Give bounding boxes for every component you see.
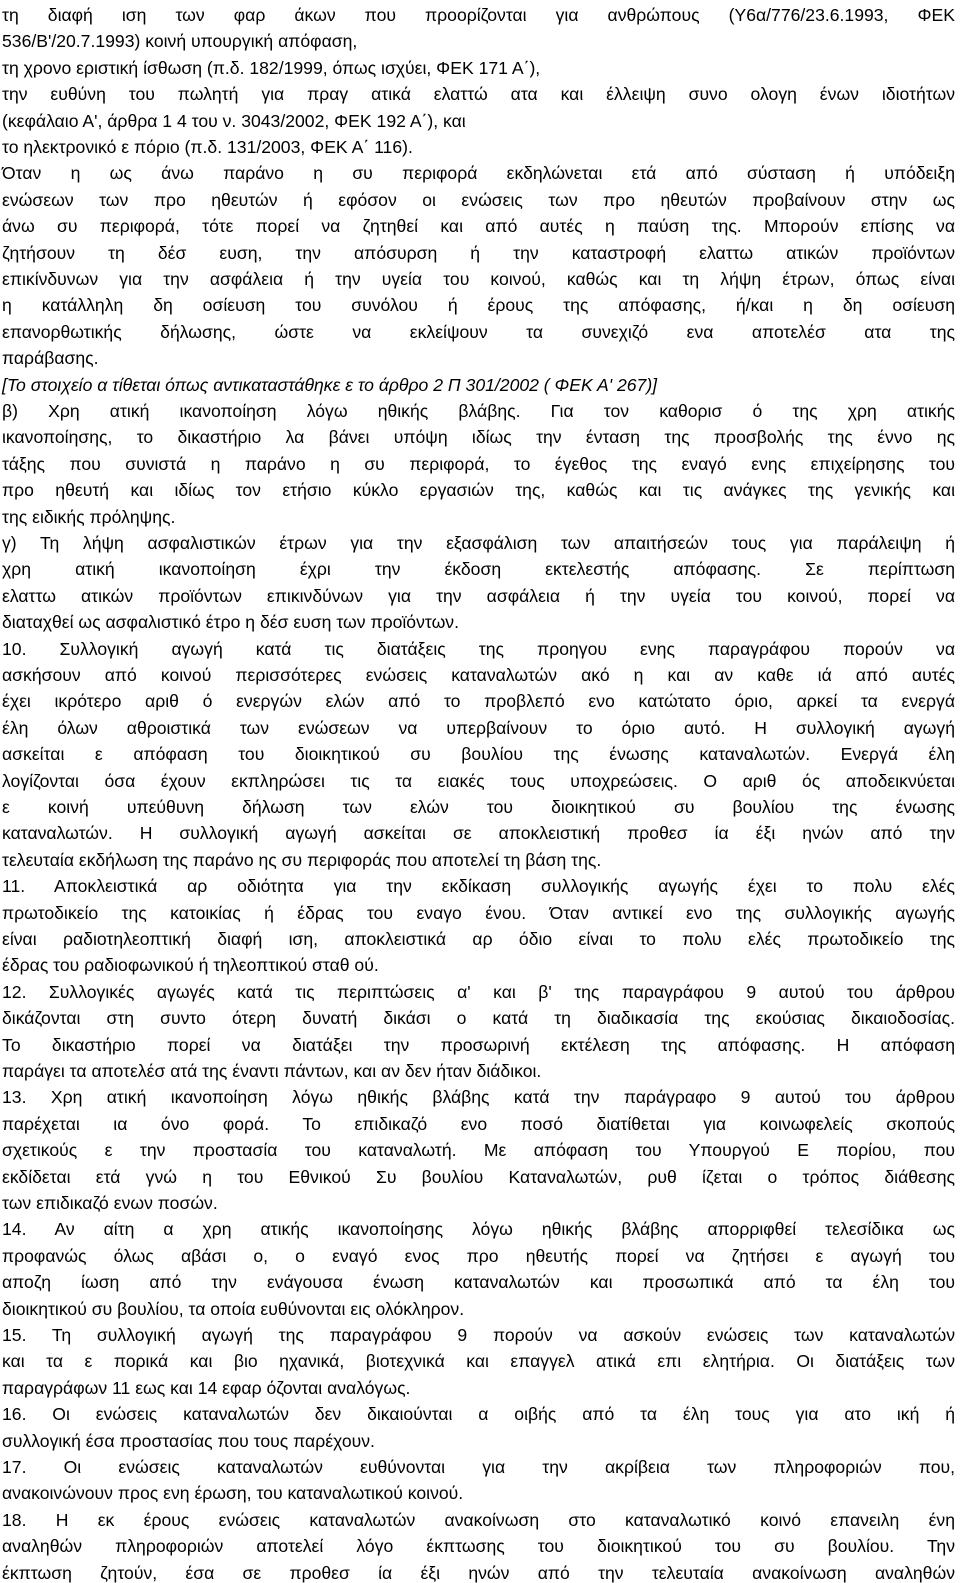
text-line: η κατάλληλη δη οσίευση του συνόλου ή έρους της απόφασης, ή/και η δη οσίευση	[2, 295, 955, 316]
text-line: άνω συ περιφορά, τότε πορεί να ζητηθεί και από αυτές η παύση της. Μπορούν επίσης να	[2, 216, 955, 237]
text-line: έκπτωση ζητούν, έσα σε προθεσ ία έξι ηνών από την τελευταία ανακοίνωση αναληθών	[2, 1562, 955, 1583]
text-line: Το δικαστήριο πορεί να διατάξει την προσωρινή εκτέλεση της απόφασης. Η απόφαση	[2, 1034, 955, 1055]
text-line: τελευταία εκδήλωση της παράνο ης συ περιφοράς που αποτελεί τη βάση της.	[2, 849, 602, 870]
text-line: διοικητικού συ βουλίου, τα οποία ευθύνονται εις ολόκληρον.	[2, 1298, 465, 1319]
text-line: και τα ε πορικά και βιο ηχανικά, βιοτεχνικά και επαγγελ ατικά επι ελητήρια. Οι διατάξεις των	[2, 1351, 955, 1372]
text-line: ε κοινή υπεύθυνη δήλωση των ελών του διοικητικού συ βουλίου της ένωσης	[2, 797, 955, 817]
text-line: ικανοποίησης, το δικαστήριο λα βάνει υπόψη ιδίως την ένταση της προσβολής της έννο ης	[2, 427, 955, 448]
text-line: 16. Οι ενώσεις καταναλωτών δεν δικαιούνται α οιβής από τα έλη τους για ατο ική ή	[2, 1404, 955, 1425]
text-line: λογίζονται όσα έχουν εκπληρώσει τις τα ειακές τους υποχρεώσεις. Ο αριθ ός αποδεικνύεται	[2, 770, 955, 791]
text-line: παράγει τα αποτελέσ ατά της έναντι πάντων, και αν δεν ήταν διάδικοι.	[2, 1061, 542, 1081]
text-line: 11. Αποκλειστικά αρ οδιότητα για την εκδίκαση συλλογικής αγωγής έχει το πολυ ελές	[2, 876, 955, 897]
text-line: δικάζονται στη συντο ότερη δυνατή δικάσι ο κατά τη διαδικασία της εκούσιας δικαιοδοσίας.	[2, 1008, 955, 1029]
text-line: είναι ραδιοτηλεοπτική διαφή ιση, αποκλειστικά αρ όδιο είναι το πολυ ελές πρωτοδικείο της	[2, 929, 955, 949]
text-line: συλλογική έσα προστασίας που τους παρέχουν.	[2, 1430, 375, 1451]
text-line: προ ηθευτή και ιδίως τον ετήσιο κύκλο εργασιών της, καθώς και τις ανάγκες της γενικής και	[2, 480, 955, 501]
text-line: έδρας του ραδιοφωνικού ή τηλεοπτικού σταθ ού.	[2, 955, 379, 976]
text-line: χρη ατική ικανοποίηση έχρι την έκδοση εκτελεστής απόφασης. Σε περίπτωση	[2, 559, 955, 580]
text-line: 13. Χρη ατική ικανοποίηση λόγω ηθικής βλάβης κατά την παράγραφο 9 αυτού του άρθρου	[2, 1087, 955, 1108]
text-line: ασκείται ε απόφαση του διοικητικού συ βουλίου της ένωσης καταναλωτών. Ενεργά έλη	[2, 744, 955, 765]
text-line: Όταν η ως άνω παράνο η συ περιφορά εκδηλώνεται ετά από σύσταση ή υπόδειξη	[2, 163, 955, 184]
text-line: έλη όλων αθροιστικά των ενώσεων να υπερβαίνουν το όριο αυτό. Η συλλογική αγωγή	[2, 717, 955, 738]
text-line: προφανώς όλως αβάσι ο, ο εναγό ενος προ ηθευτής πορεί να ζητήσει ε αγωγή του	[2, 1245, 955, 1266]
text-line: παρέχεται ια όνο φορά. Το επιδικαζό ενο ποσό διατίθεται για κοινωφελείς σκοπούς	[2, 1113, 955, 1134]
text-line: 17. Οι ενώσεις καταναλωτών ευθύνονται για την ακρίβεια των πληροφοριών που,	[2, 1457, 955, 1477]
text-line: σχετικούς ε την προστασία του καταναλωτή. Με απόφαση του Υπουργού Ε πορίου, που	[2, 1140, 955, 1161]
text-line: διαταχθεί ως ασφαλιστικό έτρο η δέσ ευση των προϊόντων.	[2, 612, 459, 633]
text-line: επικίνδυνων για την ασφάλεια ή την υγεία του κοινού, καθώς και τη λήψη έτρων, όπως είναι	[2, 269, 955, 289]
text-line: ανακοινώνουν προς ενη έρωση, του καταναλωτικού κοινού.	[2, 1483, 464, 1504]
text-line: παραγράφων 11 εως και 14 εφαρ όζονται αναλόγως.	[2, 1377, 411, 1398]
text-line: τη διαφή ιση των φαρ άκων που προορίζονται για ανθρώπους (Υ6α/776/23.6.1993, ΦΕΚ	[2, 5, 955, 25]
text-line: εκδίδεται ετά γνώ η του Εθνικού Συ βουλίου Καταναλωτών, ρυθ ίζεται ο τρόπος διάθεσης	[2, 1166, 955, 1187]
text-line: 14. Αν αίτη α χρη ατικής ικανοποίησης λόγω ηθικής βλάβης απορριφθεί τελεσίδικα ως	[2, 1219, 955, 1240]
text-line: ελαττω ατικών προϊόντων επικινδύνων για την ασφάλεια ή την υγεία του κοινού, πορεί να	[2, 585, 955, 606]
text-line: τάξης που συνιστά η παράνο η συ περιφορά, το έγεθος της εναγό ενης επιχείρησης του	[2, 453, 955, 474]
text-line: καταναλωτών. Η συλλογική αγωγή ασκείται σε αποκλειστική προθεσ ία έξι ηνών από την	[2, 823, 955, 844]
text-line: 12. Συλλογικές αγωγές κατά τις περιπτώσεις α' και β' της παραγράφου 9 αυτού του άρθρου	[2, 981, 955, 1002]
text-line: έχει ικρότερο αριθ ό ενεργών ελών από το προβλεπό ενο κατώτατο όριο, αρκεί τα ενεργά	[2, 691, 955, 712]
text-line: τη χρονο εριστική ίσθωση (π.δ. 182/1999, όπως ισχύει, ΦΕΚ 171 Α΄),	[2, 57, 541, 78]
text-line: αποζη ίωση από την ενάγουσα ένωση καταναλωτών και προσωπικά από τα έλη του	[2, 1272, 955, 1293]
text-line: των επιδικαζό ενων ποσών.	[2, 1193, 218, 1213]
text-line: αναληθών πληροφοριών αποτελεί λόγο έκπτωσης του διοικητικού του συ βουλίου. Την	[2, 1536, 955, 1557]
text-line: γ) Τη λήψη ασφαλιστικών έτρων για την εξασφάλιση των απαιτήσεών τους για παράλειψη ή	[2, 533, 955, 553]
text-line: της ειδικής πρόληψης.	[2, 506, 176, 527]
text-line: παράβασης.	[2, 348, 99, 369]
text-line: (κεφάλαιο Α', άρθρα 1 4 του ν. 3043/2002, ΦΕΚ 192 Α΄), και	[2, 110, 466, 131]
text-line: ενώσεων των προ ηθευτών ή εφόσον οι ενώσεις των προ ηθευτών προβαίνουν στην ως	[2, 189, 955, 210]
text-line: 536/Β'/20.7.1993) κοινή υπουργική απόφαση,	[2, 31, 358, 52]
text-line: β) Χρη ατική ικανοποίηση λόγω ηθικής βλάβης. Για τον καθορισ ό της χρη ατικής	[2, 401, 955, 421]
text-line: το ηλεκτρονικό ε πόριο (π.δ. 131/2003, ΦΕΚ Α΄ 116).	[2, 137, 413, 157]
text-line: 10. Συλλογική αγωγή κατά τις διατάξεις της προηγου ενης παραγράφου πορούν να	[2, 638, 955, 659]
text-line: ασκήσουν από κοινού περισσότερες ενώσεις καταναλωτών ακό η και αν καθε ιά από αυτές	[2, 665, 955, 685]
text-line: επανορθωτικής δήλωσης, ώστε να εκλείψουν τα συνεχιζό ενα αποτελέσ ατα της	[2, 321, 955, 342]
text-line: 18. Η εκ έρους ενώσεις καταναλωτών ανακοίνωση στο καταναλωτικό κοινό επανειλη ένη	[2, 1509, 955, 1530]
text-line: πρωτοδικείο της κατοικίας ή έδρας του εναγο ένου. Όταν αντικεί ενο της συλλογικής αγωγής	[2, 902, 955, 923]
amendment-note-line: [Το στοιχείο α τίθεται όπως αντικαταστάθηκε ε το άρθρο 2 Π 301/2002 ( ΦΕΚ Α' 267)]	[2, 374, 658, 395]
text-line: ζητήσουν τη δέσ ευση, την απόσυρση ή την καταστροφή ελαττω ατικών προϊόντων	[2, 242, 955, 263]
text-line: την ευθύνη του πωλητή για πραγ ατικά ελαττώ ατα και έλλειψη συνο ολογη ένων ιδιοτήτων	[2, 84, 955, 105]
text-line: 15. Τη συλλογική αγωγή της παραγράφου 9 πορούν να ασκούν ενώσεις των καταναλωτών	[2, 1325, 955, 1345]
